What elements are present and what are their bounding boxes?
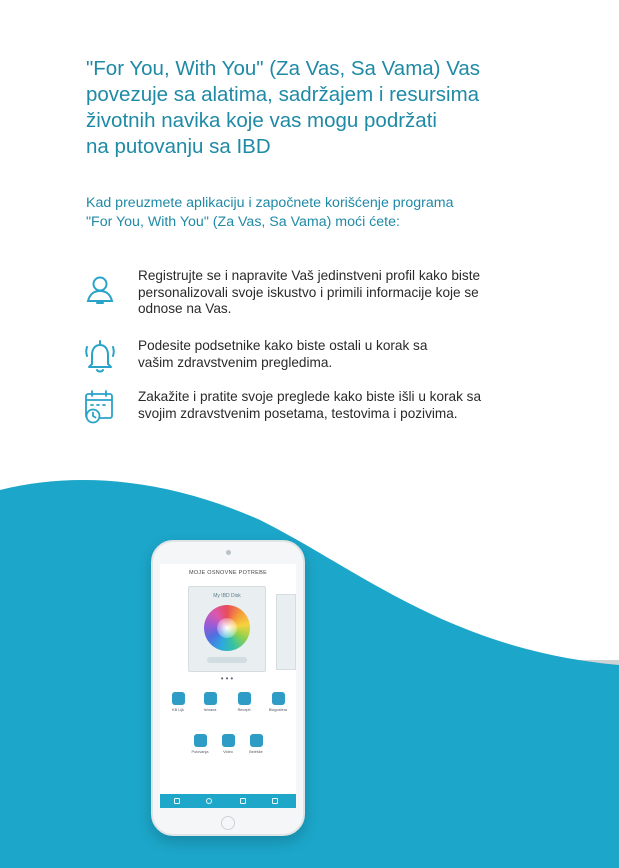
calendar-clock-icon	[84, 389, 120, 425]
app-tile	[266, 692, 290, 712]
feature-text	[138, 338, 558, 371]
screen-title: MOJE OSNOVNE POTREBE	[188, 570, 268, 576]
feature-line: svojim zdravstvenim posetama, testovima i pozivima.	[138, 405, 458, 421]
phone-home-button	[221, 816, 235, 830]
headline	[86, 56, 546, 160]
app-label: Blogosfera	[268, 708, 288, 712]
tab-bar	[160, 794, 296, 808]
bell-icon	[84, 338, 120, 374]
feature-line: vašim zdravstvenim pregledima.	[138, 354, 333, 370]
side-card	[276, 594, 296, 670]
app-icon	[194, 734, 207, 747]
intro-line: "For You, With You" (Za Vas, Sa Vama) moći ćete:	[86, 214, 400, 230]
app-label: Putovanja	[191, 750, 209, 754]
app-label: Recepti	[237, 708, 251, 712]
intro-line: Kad preuzmete aplikaciju i započnete korišćenje programa	[86, 195, 454, 211]
app-label: KB Lijk	[172, 708, 184, 712]
app-icon	[250, 734, 263, 747]
headline-line: "For You, With You" (Za Vas, Sa Vama) Vas	[86, 57, 480, 80]
app-label: Ishrana	[203, 708, 217, 712]
app-label: Video	[223, 750, 233, 754]
headline-line: povezuje sa alatima, sadržajem i resursima	[86, 83, 480, 106]
app-tile	[216, 734, 240, 754]
app-tile	[244, 734, 268, 754]
card-label: My IBD Disk	[213, 593, 241, 599]
feature-line: Zakažite i pratite svoje preglede kako biste išli u korak sa	[138, 389, 482, 404]
shop-tab-icon	[240, 798, 246, 804]
feature-text	[138, 268, 558, 318]
app-icon	[222, 734, 235, 747]
color-wheel-icon	[204, 605, 250, 651]
app-label: Beleške	[249, 750, 263, 754]
ibd-disk-card	[188, 586, 266, 672]
app-icon	[172, 692, 185, 705]
bookmark-tab-icon	[272, 798, 278, 804]
app-tile	[232, 692, 256, 712]
phone-mockup	[151, 540, 305, 836]
search-tab-icon	[206, 798, 212, 804]
intro-paragraph	[86, 194, 556, 232]
app-icon	[238, 692, 251, 705]
phone-screen	[160, 564, 296, 808]
user-profile-icon	[84, 268, 120, 304]
app-icon	[272, 692, 285, 705]
feature-text	[138, 389, 558, 422]
feature-line: personalizovali svoje iskustvo i primili informacije koje se	[138, 284, 479, 300]
background-wave	[0, 460, 619, 868]
feature-line: Podesite podsetnike kako biste ostali u korak sa	[138, 338, 428, 353]
app-icon	[204, 692, 217, 705]
home-tab-icon	[174, 798, 180, 804]
headline-line: životnih navika koje vas mogu podržati	[86, 109, 437, 132]
app-tile	[198, 692, 222, 712]
card-button	[207, 657, 247, 663]
feature-line: Registrujte se i napravite Vaš jedinstveni profil kako biste	[138, 268, 481, 283]
app-tile	[188, 734, 212, 754]
feature-line: odnose na Vas.	[138, 301, 232, 316]
phone-speaker	[226, 550, 231, 555]
app-tile	[166, 692, 190, 712]
pager-dots: •••	[220, 674, 236, 683]
headline-line: na putovanju sa IBD	[86, 135, 271, 158]
